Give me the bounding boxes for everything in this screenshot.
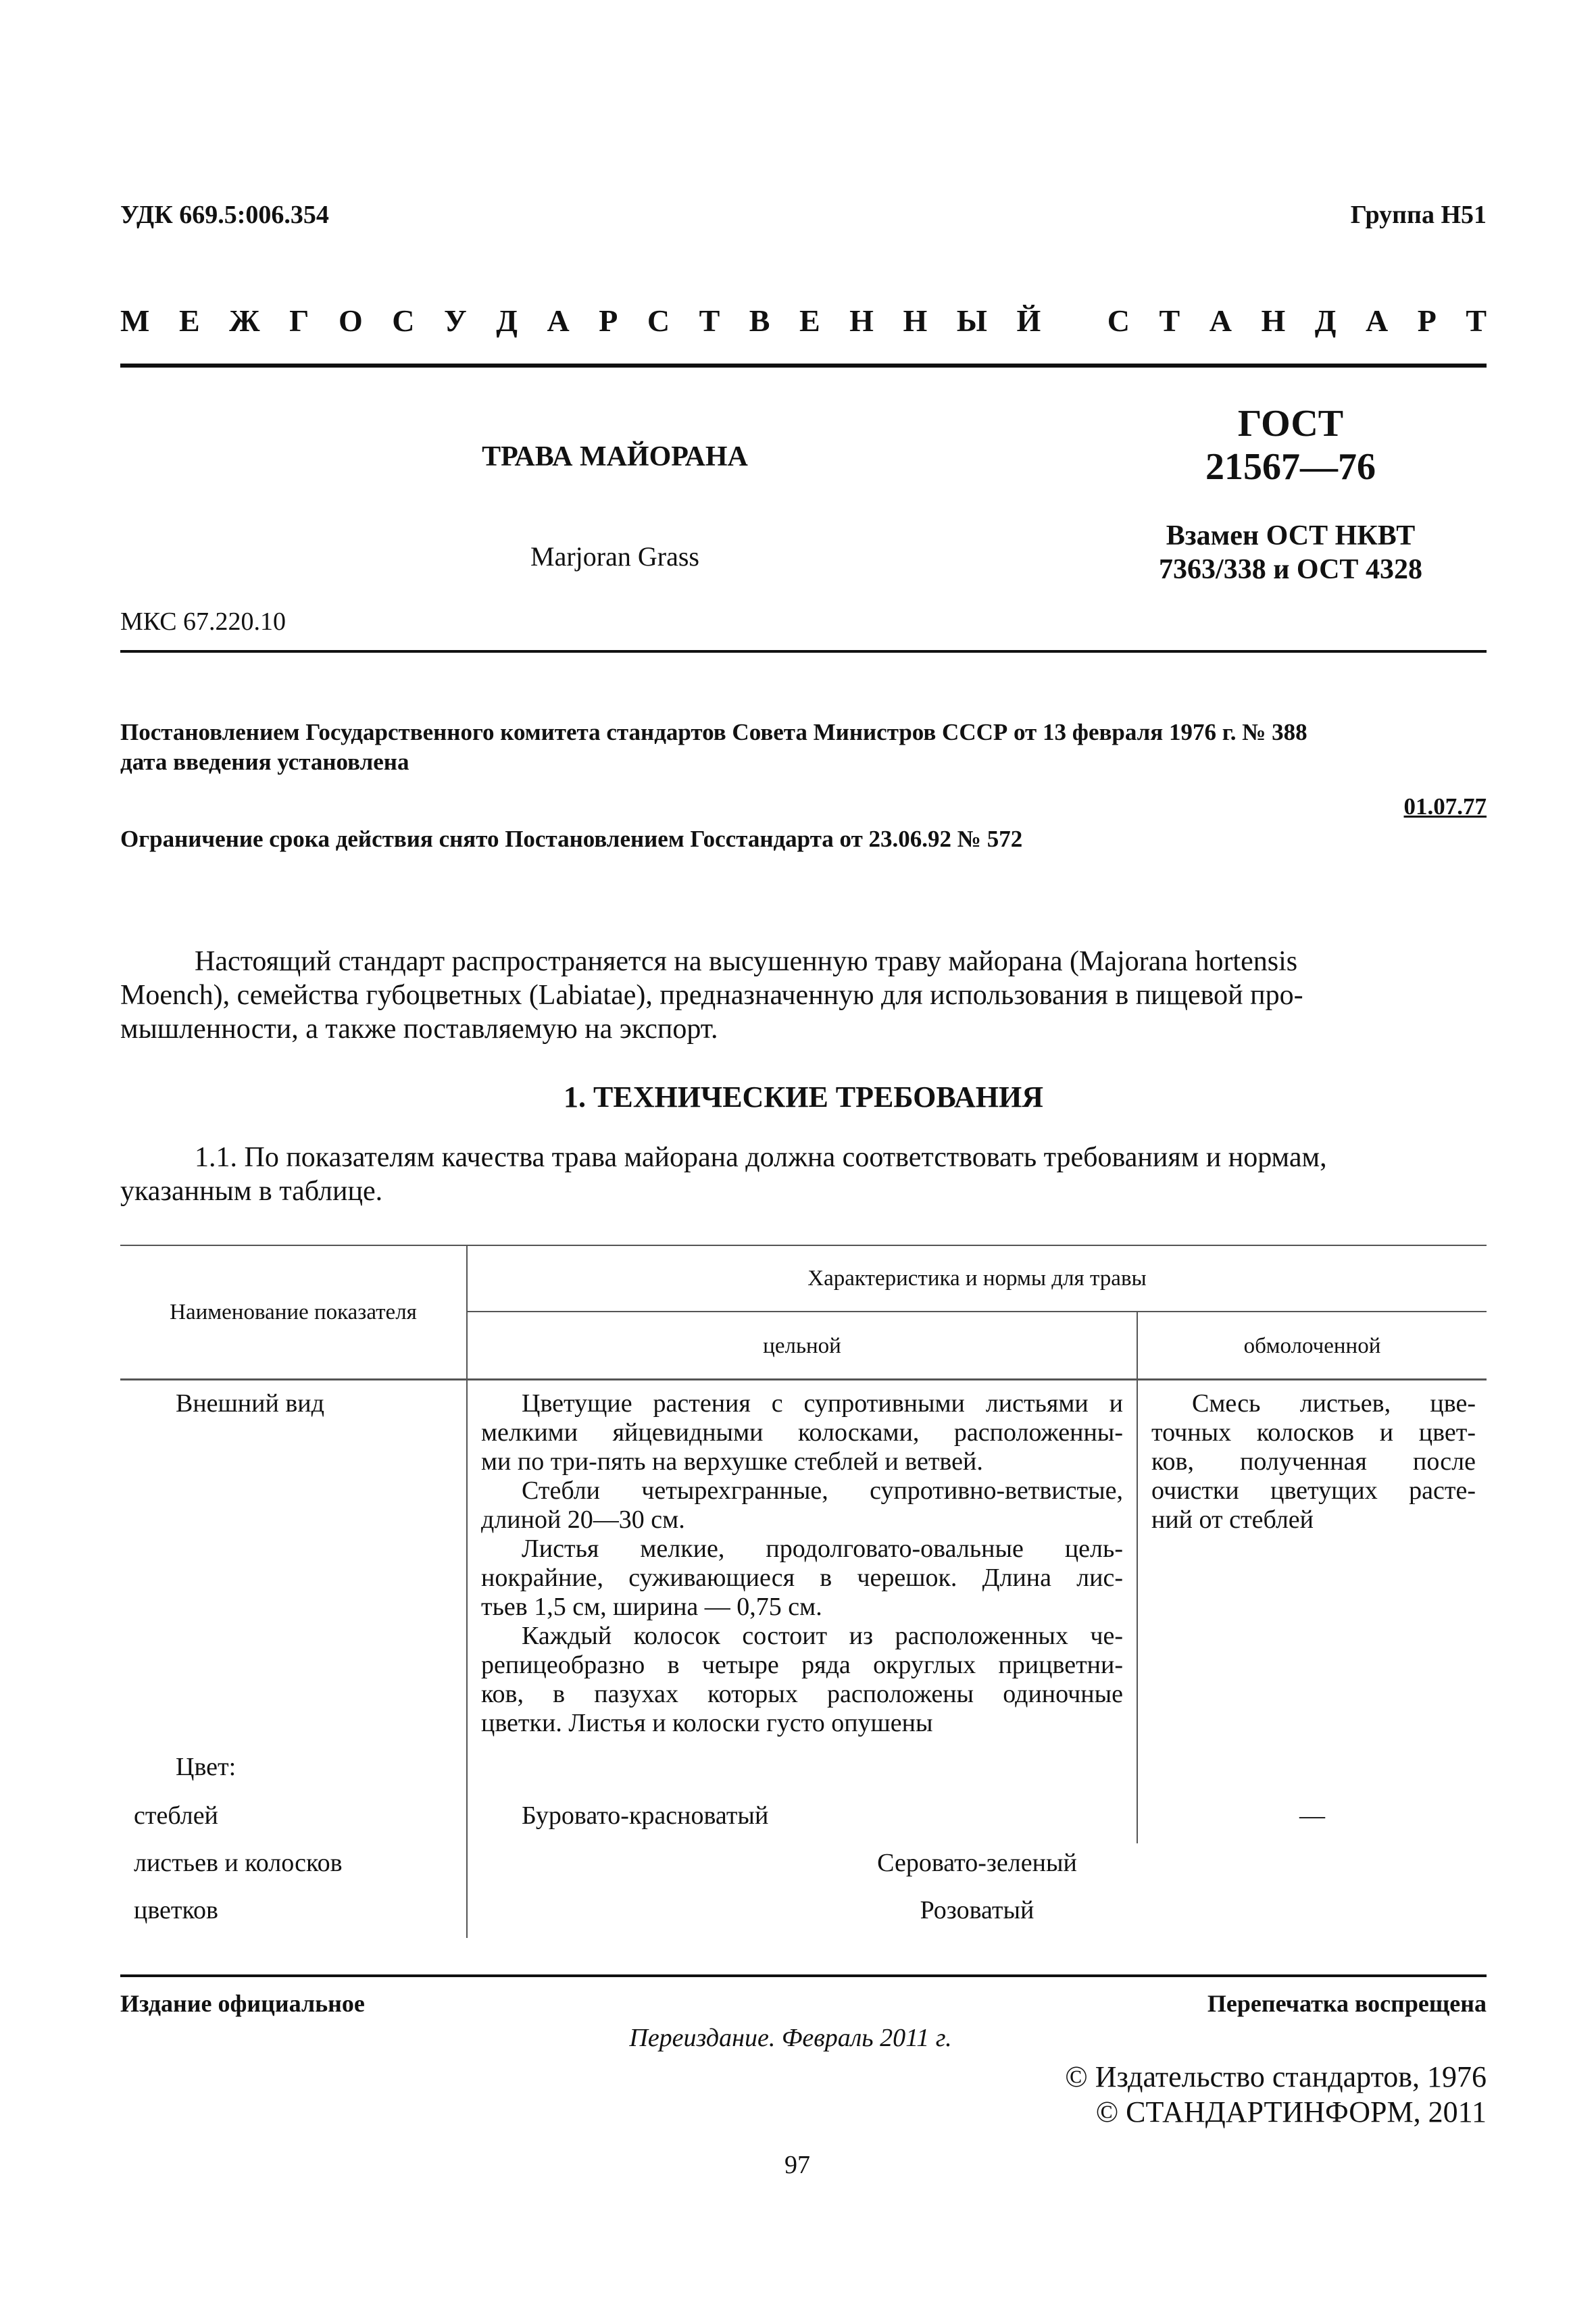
stems-whole-value: Буровато-красноватый [522,1801,769,1830]
clause-line: указанным в таблице. [120,1176,383,1207]
appearance-whole-cell [481,1389,1123,1738]
reissue-note: Переиздание. Февраль 2011 г. [629,2024,952,2052]
page-number: 97 [784,2151,810,2179]
intro-line: мышленности, а также поставляемую на экспорт. [120,1014,718,1045]
document-title-ru: ТРАВА МАЙОРАНА [482,441,748,472]
col-header-threshed: обмолоченной [1243,1334,1381,1358]
table-top-rule [120,1245,1487,1246]
udk-code: УДК 669.5:006.354 [120,201,329,229]
clause-line: 1.1. По показателям качества трава майорана должна соответствовать требованиям и нормам, [195,1142,1327,1173]
col-header-name: Наименование показателя [170,1300,417,1324]
intro-line: Настоящий стандарт распространяется на высушенную траву майорана (Majorana hortensis [195,946,1298,977]
text-line: репицеобразно в четыре ряда округлых прицветни- [481,1651,1123,1679]
text-line: точных колосков и цвет- [1151,1418,1476,1447]
heading-letter: Н [903,303,928,338]
heading-letter: Д [496,303,518,338]
heading-letter: Ы [956,303,987,338]
heading-letter: А [1365,303,1389,338]
heading-letter: У [443,303,467,338]
copyright-line-2: © СТАНДАРТИНФОРМ, 2011 [1095,2095,1487,2129]
heading-letter: Ж [229,303,260,338]
heading-letter: Е [799,303,820,338]
text-line: тьев 1,5 см, ширина — 0,75 см. [481,1593,822,1621]
leaves-value: Серовато-зеленый [877,1849,1077,1877]
heading-letter: Е [178,303,200,338]
flowers-value: Розоватый [920,1896,1034,1924]
table-group-rule [466,1311,1487,1312]
limit-removal-note: Ограничение срока действия снято Постановлением Госстандарта от 23.06.92 № 572 [120,826,1023,852]
heading-letter: А [1209,303,1232,338]
heading-letter: С [647,303,670,338]
row-label-leaves: листьев и колосков [134,1849,343,1877]
heading-letter: М [120,303,150,338]
decree-line-2: дата введения установлена [120,749,409,775]
clause-1-1 [120,1141,1487,1208]
copyright-line-1: © Издательство стандартов, 1976 [1065,2060,1487,2093]
gost-number: 21567—76 [1205,446,1376,488]
text-line: ков, в пазухах которых расположены одиночные [481,1680,1123,1708]
heading-letter: Н [849,303,874,338]
official-edition-note: Издание официальное [120,1990,365,2017]
col-header-whole: цельной [763,1334,841,1358]
text-line: Стебли четырехгранные, супротивно-ветвистые, [522,1476,1123,1505]
heading-letter: Т [699,303,720,338]
col-header-group: Характеристика и нормы для травы [807,1266,1147,1291]
intro-line: Moench), семейства губоцветных (Labiatae), предназначенную для использования в пищевой про- [120,980,1303,1011]
reprint-prohibited-note: Перепечатка воспрещена [1207,1990,1487,2017]
text-line: Смесь листьев, цве- [1192,1389,1476,1418]
mks-code: МКС 67.220.10 [120,607,286,636]
replaces-line-2: 7363/338 и ОСТ 4328 [1159,554,1422,585]
gost-label: ГОСТ [1237,403,1344,445]
heading-letter: Й [1016,303,1041,338]
text-line: Каждый колосок состоит из расположенных че- [522,1622,1123,1650]
replaces-line-1: Взамен ОСТ НКВТ [1166,520,1416,551]
section-title: 1. ТЕХНИЧЕСКИЕ ТРЕБОВАНИЯ [564,1080,1043,1114]
heading-letter: Т [1159,303,1180,338]
heading-letter: Г [289,303,309,338]
text-line: длиной 20—30 см. [481,1505,685,1534]
text-line: ний от стеблей [1151,1505,1314,1534]
document-title-en: Marjoran Grass [530,541,699,572]
interstate-standard-heading [120,303,1487,339]
stems-threshed-value: — [1299,1801,1325,1830]
text-line: цветки. Листья и колоски густо опушены [481,1709,933,1737]
text-line: ми по три-пять на верхушке стеблей и ветвей. [481,1447,983,1476]
heading-letter: А [547,303,570,338]
text-line: ков, полученная после [1151,1447,1476,1476]
appearance-threshed-cell [1151,1389,1476,1535]
text-line: нокрайние, суживающиеся в черешок. Длина лис- [481,1564,1123,1592]
heading-letter: Д [1314,303,1337,338]
header-rule [120,364,1487,368]
footer-rule [120,1974,1487,1977]
text-line: мелкими яйцевидными колосками, расположенны- [481,1418,1123,1447]
heading-letter: Т [1466,303,1487,338]
intro-paragraph [120,945,1487,1046]
row-label-flowers: цветков [134,1896,219,1924]
text-line: Цветущие растения с супротивными листьями и [522,1389,1123,1418]
heading-word-gap [1070,303,1078,339]
table-header-rule [120,1378,1487,1380]
heading-letter: Н [1261,303,1286,338]
decree-line-1: Постановлением Государственного комитета стандартов Совета Министров СССР от 13 февраля 1976 г. № 388 [120,719,1307,745]
heading-letter: С [1107,303,1130,338]
heading-letter: В [749,303,770,338]
row-label-appearance: Внешний вид [176,1389,324,1418]
text-line: Листья мелкие, продолговато-овальные цель- [522,1535,1123,1563]
heading-letter: Р [1417,303,1437,338]
row-label-color: Цвет: [176,1753,236,1781]
introduction-date: 01.07.77 [1403,793,1487,820]
heading-letter: Р [599,303,618,338]
row-label-stems: стеблей [134,1801,218,1830]
heading-letter: О [338,303,363,338]
title-rule [120,650,1487,653]
heading-letter: С [392,303,415,338]
table-col-divider-2-body [1137,1380,1138,1843]
group-code: Группа Н51 [1350,201,1487,229]
text-line: очистки цветущих расте- [1151,1476,1476,1505]
